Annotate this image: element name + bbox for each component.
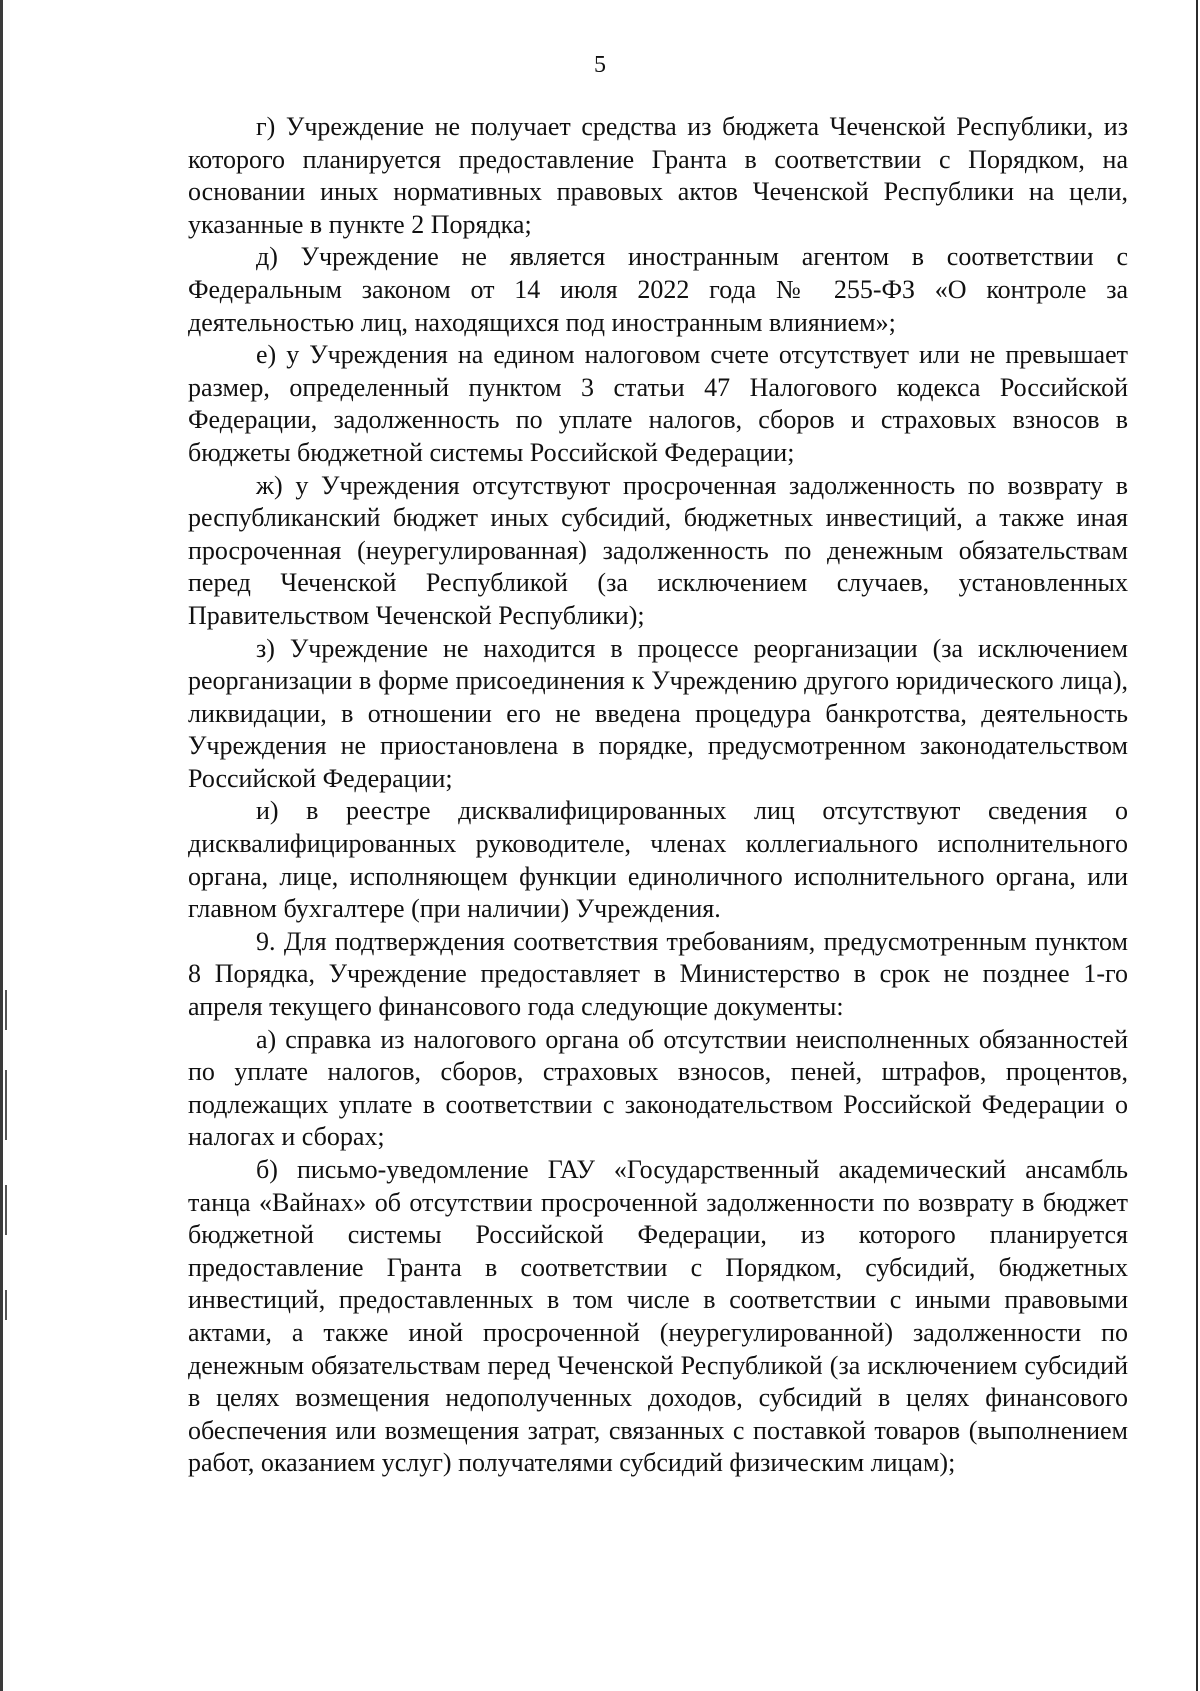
scan-mark [5,990,7,1030]
page-number: 5 [594,52,606,78]
scan-right-edge [1196,0,1198,1691]
paragraph-e: е) у Учреждения на едином налоговом счете отсутствует или не превышает размер, определенный пунктом 3 статьи 47 Налогового кодекса Российской Федерации, задолженность по уплате налогов, сборов и страховых взносов в бюджеты бюджетной системы Российской Федерации; [188,340,1128,467]
paragraph-d: д) Учреждение не является иностранным агентом в соответствии с Федеральным законом от 14 июля 2022 года № 255-ФЗ «О контроле за деятельностью лиц, находящихся под иностранным влиянием»; [188,242,1128,337]
paragraph-a: а) справка из налогового органа об отсутствии неисполненных обязанностей по уплате налогов, сборов, страховых взносов, пеней, штрафов, процентов, подлежащих уплате в соответствии с законодательством Российской Федерации о налогах и сборах; [188,1024,1128,1152]
paragraph-i: и) в реестре дисквалифицированных лиц отсутствуют сведения о дисквалифицированных руководителе, членах коллегиального исполнительного органа, лице, исполняющем функции единоличного исполнительного органа, или главном бухгалтере (при наличии) Учреждения. [188,796,1128,924]
paragraph-g: г) Учреждение не получает средства из бюджета Чеченской Республики, из которого планируется предоставление Гранта в соответствии с Порядком, на основании иных нормативных правовых актов Чеченской Республики на цели, указанные в пункте 2 Порядка; [188,112,1128,239]
scan-mark [5,1290,7,1320]
scan-left-edge [0,0,3,1691]
paragraph-z: з) Учреждение не находится в процессе реорганизации (за исключением реорганизации в форме присоединения к Учреждению другого юридического лица), ликвидации, в отношении его не введена процедура банкротства, деятельность Учреждения не приостановлена в порядке, предусмотренном законодательством Российской Федерации; [188,633,1128,793]
scan-mark [5,1185,7,1235]
document-body [188,111,1128,1480]
paragraph-9: 9. Для подтверждения соответствия требованиям, предусмотренным пунктом 8 Порядка, Учреждение предоставляет в Министерство в срок не позднее 1-го апреля текущего финансового года следующие документы: [188,926,1128,1022]
paragraph-zh: ж) у Учреждения отсутствуют просроченная задолженность по возврату в республиканский бюджет иных субсидий, бюджетных инвестиций, а также иная просроченная (неурегулированная) задолженность по денежным обязательствам перед Чеченской Республикой (за исключением случаев, установленных Правительством Чеченской Республики); [188,470,1128,630]
paragraph-b: б) письмо-уведомление ГАУ «Государственный академический ансамбль танца «Вайнах» об отсутствии просроченной задолженности по возврату в бюджет бюджетной системы Российской Федерации, из которого планируется предоставление Гранта в соответствии с Порядком, субсидий, бюджетных инвестиций, предоставленных в том числе в соответствии с иными правовыми актами, а также иной просроченной (неурегулированной) задолженности по денежным обязательствам перед Чеченской Республикой (за исключением субсидий в целях возмещения недополученных доходов, субсидий в целях финансового обеспечения или возмещения затрат, связанных с поставкой товаров (выполнением работ, оказанием услуг) получателями субсидий физическим лицам); [188,1155,1128,1478]
scan-mark [5,1070,7,1140]
